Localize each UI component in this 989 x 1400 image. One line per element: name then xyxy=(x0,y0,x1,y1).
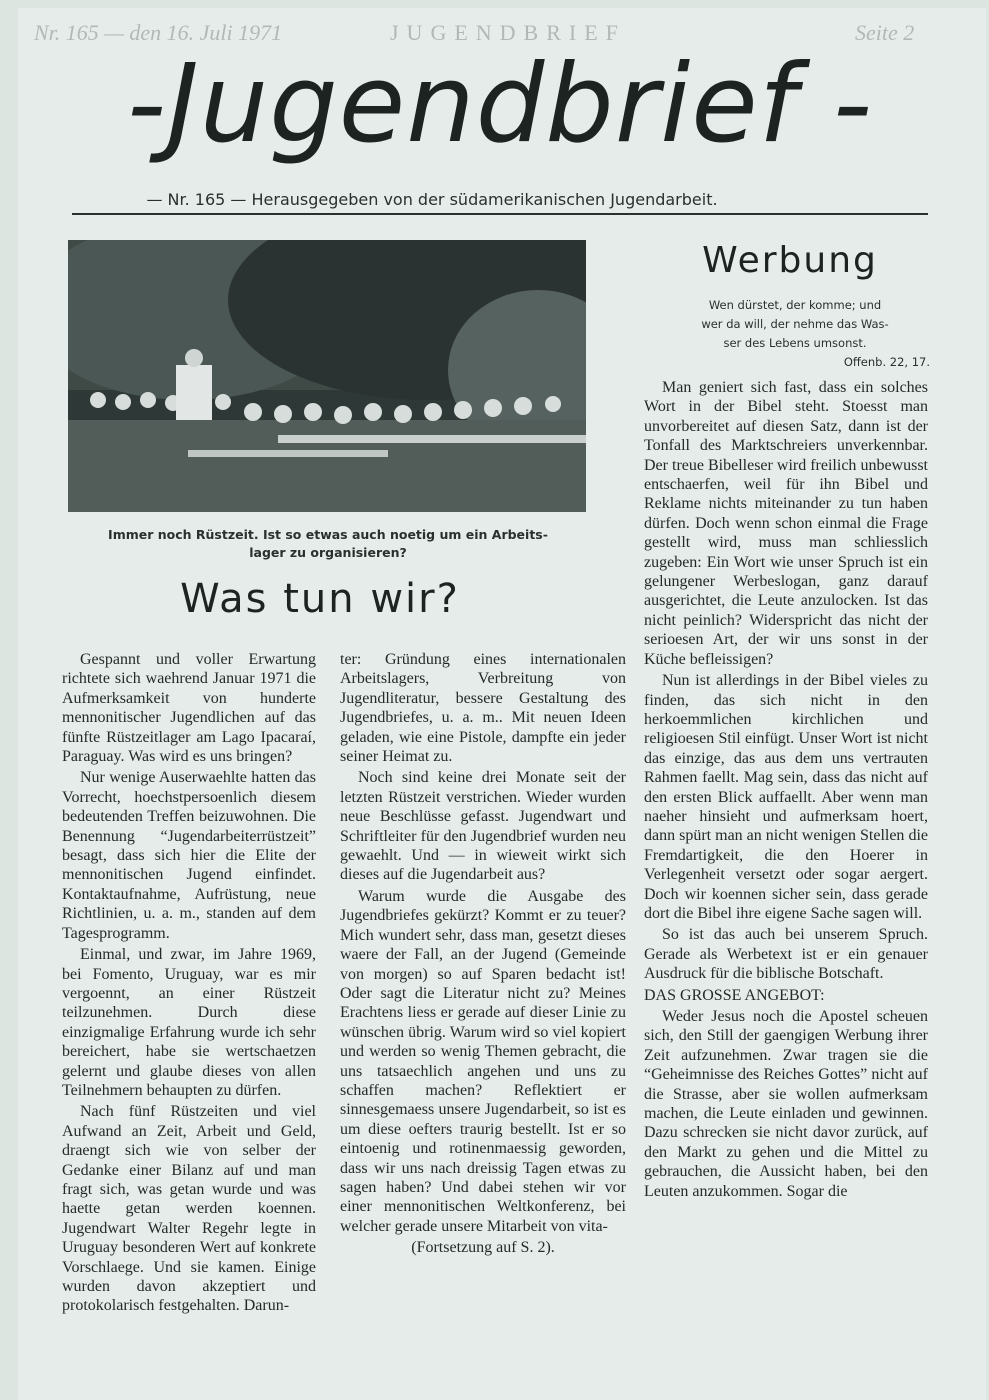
main-article-column-1 xyxy=(62,650,316,1316)
bible-motto xyxy=(660,296,930,372)
paragraph: Nach fünf Rüstzeiten und viel Aufwand an Zeit, Arbeit und Geld, draengt sich wie von selber der Gedanke einer Bilanz auf und man fragt sich, was getan wurde und was haette getan werden koennen. Jugendwart Walter Regehr legte in Uruguay besonderen Wert auf konkrete Vorschlaege. Und sie kamen. Einige wurden davon akzeptiert und protokolarisch festgehalten. Darun- xyxy=(62,1103,316,1315)
paragraph: Man geniert sich fast, dass ein solches Wort in der Bibel steht. Stoesst man unvorbereitet auf diesen Satz, dann ist der Tonfall des Marktschreiers unverkennbar. Der treue Bibelleser wird freilich unbewusst entschaerfen, weil für ihn Bibel und Reklame nichts miteinander zu tun haben dürfen. Doch wenn schon einmal die Frage gestellt wird, muss man schliesslich zugeben: Ein Wort wie unser Spruch ist ein gelungener Werbeslogan, ganz darauf ausgerichtet, die Leute anzulocken. Ist das nicht peinlich? Widerspricht das nicht der serioesen Art, der wir uns sonst in der Küche befleissigen? xyxy=(644,379,928,668)
paragraph: Noch sind keine drei Monate seit der letzten Rüstzeit verstrichen. Wieder wurden neue Beschlüsse gefasst. Jugendwart und Schriftleiter für den Jugendbrief wurden neu gewaehlt. Und — in wieweit wirkt sich dieses auf die Jugendarbeit aus? xyxy=(340,769,626,884)
header-rule xyxy=(72,213,928,215)
masthead-title: -Jugendbrief - xyxy=(126,42,873,167)
masthead-subtitle: — Nr. 165 — Herausgegeben von der südamerikanischen Jugendarbeit. xyxy=(146,190,718,209)
paragraph: So ist das auch bei unserem Spruch. Gerade als Werbetext ist er ein genauer Ausdruck für die biblische Botschaft. xyxy=(644,926,928,983)
paragraph: Einmal, und zwar, im Jahre 1969, bei Fomento, Uruguay, war es mir vergoennt, an einer Rüstzeit teilzunehmen. Durch diese einzigmalige Erfahrung wurde ich sehr bereichert, habe sie wertschaetzen gelernt und glaube dieses von allen Teilnehmern behaupten zu dürfen. xyxy=(62,946,316,1099)
photo-youth-gathering xyxy=(68,240,586,512)
main-article-headline: Was tun wir? xyxy=(180,576,460,622)
paragraph: Warum wurde die Ausgabe des Jugendbriefes gekürzt? Kommt er zu teuer? Mich wundert sehr, dass man, gesetzt dieses waere der Fall, an der Jugend (Gemeinde von morgen) so auf Sparen bedacht ist! Oder sagt die Literatur nicht zu? Meines Erachtens liess er gerade auf dieser Linie zu wünschen übrig. Warum wird so viel kopiert und werden so wenig Themen gebracht, die uns tatsaechlich angehen und uns zu schaffen machen? Reflektiert er sinnesgemaess unsere Jugendarbeit, so ist es um diese oefters traurig bestellt. Ist er so eintoenig und rotinenmaessig geworden, dass wir uns nach dreissig Tagen etwas zu sagen haben? Und dabei stehen wir vor einer mennonitischen Weltkonferenz, bei welcher gerade unsere Mitarbeit von vita- xyxy=(340,887,626,1235)
photo-illustration xyxy=(68,240,586,512)
section-subhead: DAS GROSSE ANGEBOT: xyxy=(644,986,825,1004)
motto-reference: Offenb. 22, 17. xyxy=(843,355,930,369)
main-article-column-2 xyxy=(340,650,626,1258)
side-article-column xyxy=(644,378,928,1201)
continuation-note: (Fortsetzung auf S. 2). xyxy=(411,1239,555,1257)
side-article-headline: Werbung xyxy=(702,240,878,281)
paragraph: ter: Gründung eines internationalen Arbeitslagers, Verbreitung von Jugendliteratur, bessere Gestaltung des Jugendbriefes, u. a. m.. Mit neuen Ideen geladen, wie eine Pistole, dampfte ein jeder seiner Heimat zu. xyxy=(340,651,626,766)
running-title: JUGENDBRIEF xyxy=(390,20,626,45)
motto-line: Wen dürstet, der komme; und xyxy=(708,298,882,312)
paragraph: Nur wenige Auserwaehlte hatten das Vorrecht, hoechstpersoenlich diesem bedeutenden Treffen beizuwohnen. Die Benennung “Jugendarbeiterrüstzeit” besagt, dass sich hier die Elite der mennonitischen Jugend einfindet. Kontaktaufnahme, Aufrüstung, neue Richtlinien, u. a. m., standen auf dem Tagesprogramm. xyxy=(62,769,316,942)
running-edition-line: Nr. 165 — den 16. Juli 1971 xyxy=(34,20,283,45)
motto-line: ser des Lebens umsonst. xyxy=(723,336,867,350)
photo-caption-line-2: lager zu organisieren? xyxy=(249,545,407,560)
photo-caption xyxy=(80,526,576,562)
photo-caption-line-1: Immer noch Rüstzeit. Ist so etwas auch noetig um ein Arbeits- xyxy=(108,527,548,542)
paragraph: Nun ist allerdings in der Bibel vieles zu finden, das sich nicht in den herkoemmlichen kirchlichen und religioesen Stil einfügt. Unser Wort ist nicht das einzige, das aus dem uns vertrauten Rahmen faellt. Mag sein, dass das nicht auf den ersten Blick auffaellt. Aber wenn man naeher hinsieht und aufmerksam hoert, dann spürt man an nicht wenigen Stellen die Fremdartigkeit, die den Hoerer in Verlegenheit versetzt oder sogar aergert. Doch wir koennen sicher sein, dass gerade dort die Bibel ihre eigene Sache sagen will. xyxy=(644,672,928,922)
page-label: Seite 2 xyxy=(855,20,915,45)
paragraph: Gespannt und voller Erwartung richtete sich waehrend Januar 1971 die Aufmerksamkeit von hunderte mennonitischer Jugendlichen auf das fünfte Rüstzeitlager am Lago Ipacaraí, Paraguay. Was wird es uns bringen? xyxy=(62,651,316,766)
paragraph: Weder Jesus noch die Apostel scheuen sich, den Still der gaengigen Werbung ihrer Zeit aufzunehmen. Zwar tragen sie die “Geheimnisse des Reiches Gottes” nicht auf die Strasse, aber sie wollen aufmerksam machen, die Leute einladen und gewinnen. Dazu schrecken sie nicht davor zurück, auf den Markt zu gehen und die Mittel zu gebrauchen, die Aussicht haben, bei den Leuten anzukommen. Sogar die xyxy=(644,1008,928,1200)
motto-line: wer da will, der nehme das Was- xyxy=(701,317,889,331)
